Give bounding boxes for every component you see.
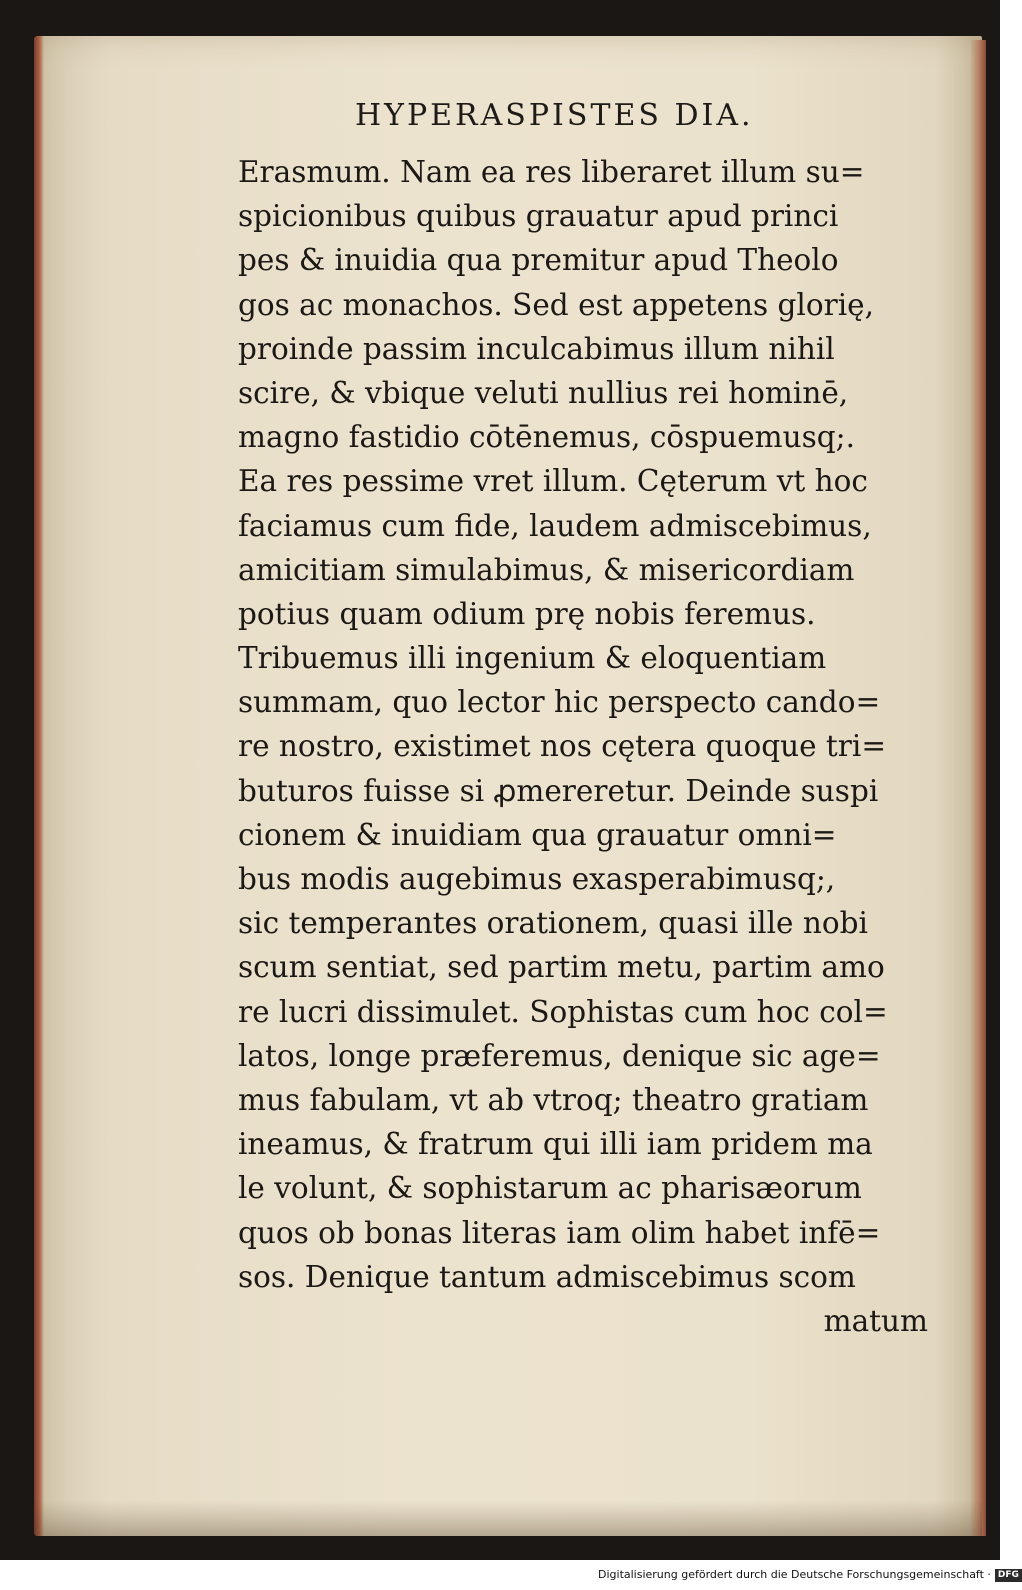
text-line: cionem & inuidiam qua grauatur omni=	[238, 817, 837, 852]
page-edge-right	[970, 40, 986, 1536]
text-line: spicionibus quibus grauatur apud princi	[238, 199, 839, 234]
text-line: scire, & vbique veluti nullius rei hominē,	[238, 375, 849, 410]
text-line: ineamus, & fratrum qui illi iam pridem ma	[238, 1127, 873, 1162]
text-line: summam, quo lector hic perspecto cando=	[238, 685, 881, 720]
text-line: potius quam odium prę nobis feremus.	[238, 596, 816, 631]
text-line: buturos fuisse si ꝓmereretur. Deinde suspi	[238, 773, 879, 808]
text-line: sos. Denique tantum admiscebimus scom	[238, 1259, 856, 1294]
text-line: gos ac monachos. Sed est appetens glorię,	[238, 287, 874, 322]
text-line: re lucri dissimulet. Sophistas cum hoc col=	[238, 994, 888, 1029]
text-line: quos ob bonas literas iam olim habet infē=	[238, 1215, 881, 1250]
running-title: HYPERASPISTES DIA.	[355, 98, 754, 133]
text-line: Ea res pessime vret illum. Cęterum vt hoc	[238, 464, 868, 499]
text-line: pes & inuidia qua premitur apud Theolo	[238, 243, 839, 278]
text-line: bus modis augebimus exasperabimusq;,	[238, 862, 836, 896]
text-line: latos, longe præferemus, denique sic age=	[238, 1038, 881, 1073]
credit-text: Digitalisierung gefördert durch die Deutsche Forschungsgemeinschaft ·	[598, 1568, 991, 1581]
catchword: matum	[823, 1303, 928, 1338]
text-line: mus fabulam, vt ab vtroq; theatro gratiam	[238, 1082, 869, 1117]
text-line: Tribuemus illi ingenium & eloquentiam	[238, 641, 827, 676]
text-line: le volunt, & sophistarum ac pharisæorum	[238, 1171, 862, 1206]
body-text	[238, 150, 938, 1343]
page-bottom-shade	[34, 1500, 982, 1536]
page-edge-left	[34, 36, 44, 1536]
text-line: scum sentiat, sed partim metu, partim amo	[238, 950, 885, 985]
text-line: faciamus cum fide, laudem admiscebimus,	[238, 508, 872, 543]
text-line: amicitiam simulabimus, & misericordiam	[238, 552, 855, 587]
text-line: proinde passim inculcabimus illum nihil	[238, 331, 835, 366]
text-line: magno fastidio cōtēnemus, cōspuemusq;.	[238, 420, 855, 455]
text-line: re nostro, existimet nos cętera quoque tri=	[238, 729, 887, 764]
dfg-logo: DFG	[995, 1569, 1022, 1582]
digitization-credit	[598, 1568, 1022, 1584]
text-line: Erasmum. Nam ea res liberaret illum su=	[238, 155, 865, 189]
text-line: sic temperantes orationem, quasi ille nobi	[238, 906, 868, 941]
